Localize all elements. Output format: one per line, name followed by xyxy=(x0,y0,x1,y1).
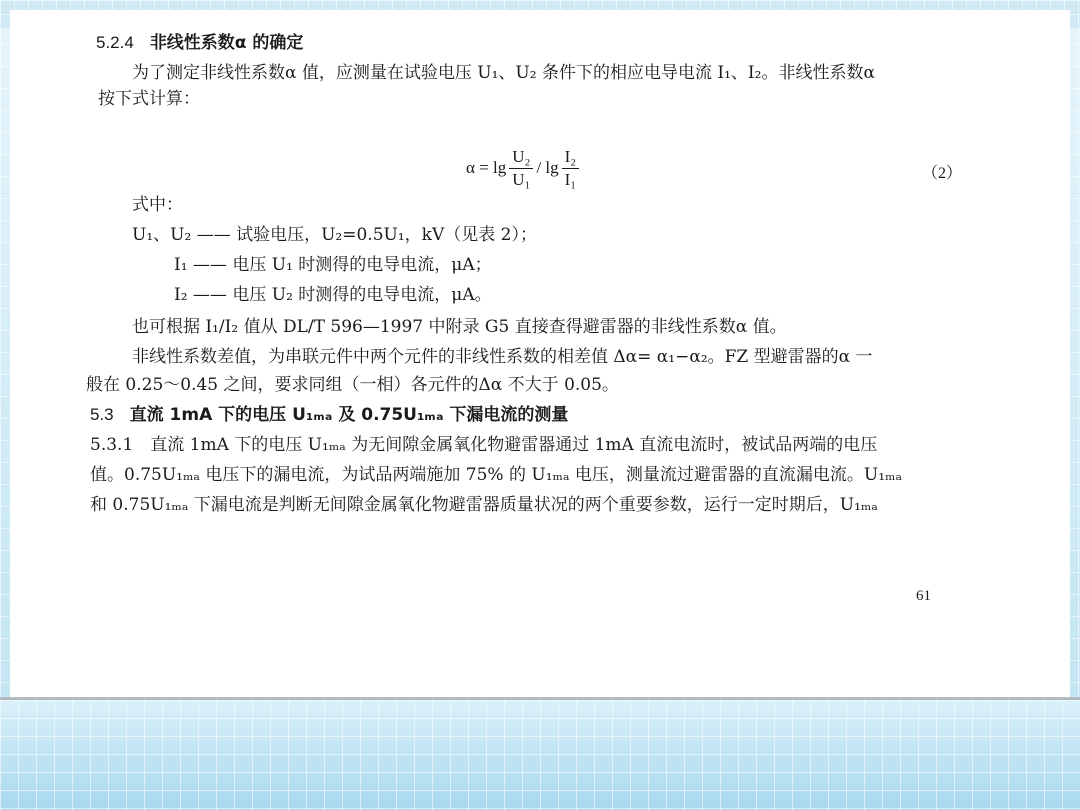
paragraph-line: 般在 0.25～0.45 之间，要求同组（一相）各元件的Δα 不大于 0.05。 xyxy=(86,375,619,395)
paragraph-line: 为了测定非线性系数α 值，应测量在试验电压 U₁、U₂ 条件下的相应电导电流 I₁、I₂。非线性系数α xyxy=(132,63,875,83)
paragraph-line: 值。0.75U₁ₘₐ 电压下的漏电流，为试品两端施加 75% 的 U₁ₘₐ 电压，测量流过避雷器的直流漏电流。U₁ₘₐ xyxy=(90,465,903,485)
paragraph-line: 非线性系数差值，为串联元件中两个元件的非线性系数的相差值 Δα= α₁−α₂。FZ 型避雷器的α 一 xyxy=(132,347,873,367)
paragraph-line: 按下式计算： xyxy=(98,89,200,109)
paragraph-line: 也可根据 I₁/I₂ 值从 DL/T 596—1997 中附录 G5 直接查得避雷器的非线性系数α 值。 xyxy=(132,317,787,337)
definition-line: U₁、U₂ —— 试验电压，U₂=0.5U₁，kV（见表 2）； xyxy=(132,225,537,245)
section-title: 直流 1mA 下的电压 U₁ₘₐ 及 0.75U₁ₘₐ 下漏电流的测量 xyxy=(129,405,569,425)
section-number: 5.2.4 xyxy=(96,33,134,52)
slide-bottom-pattern xyxy=(0,700,1080,810)
fraction-denominator: I₁ xyxy=(564,169,577,189)
formula-lhs: α = lg xyxy=(466,158,507,177)
fraction-denominator: U₁ xyxy=(512,169,531,189)
paragraph-line: 和 0.75U₁ₘₐ 下漏电流是判断无间隙金属氧化物避雷器质量状况的两个重要参数，运行一定时期后，U₁ₘₐ xyxy=(90,495,878,515)
fraction-numerator: U₂ xyxy=(509,147,533,169)
definition-line: I₁ —— 电压 U₁ 时测得的电导电流，μA； xyxy=(174,255,492,275)
page-number: 61 xyxy=(916,588,931,604)
fraction-numerator: I₂ xyxy=(562,147,580,169)
paragraph-line: 5.3.1 直流 1mA 下的电压 U₁ₘₐ 为无间隙金属氧化物避雷器通过 1mA 直流电流时，被试品两端的电压 xyxy=(90,435,878,455)
section-heading-5-2-4 xyxy=(96,32,303,54)
definition-line: I₂ —— 电压 U₂ 时测得的电导电流，μA。 xyxy=(174,285,492,305)
fraction-current xyxy=(562,147,580,190)
section-heading-5-3 xyxy=(90,404,568,426)
where-label: 式中： xyxy=(132,195,183,215)
equation-number: （2） xyxy=(922,165,963,182)
section-title: 非线性系数α 的确定 xyxy=(149,33,304,53)
fraction-voltage xyxy=(509,147,533,190)
section-number: 5.3 xyxy=(90,405,114,424)
formula-mid: / lg xyxy=(536,158,559,177)
formula-alpha xyxy=(466,140,582,196)
document-page xyxy=(10,10,1070,698)
